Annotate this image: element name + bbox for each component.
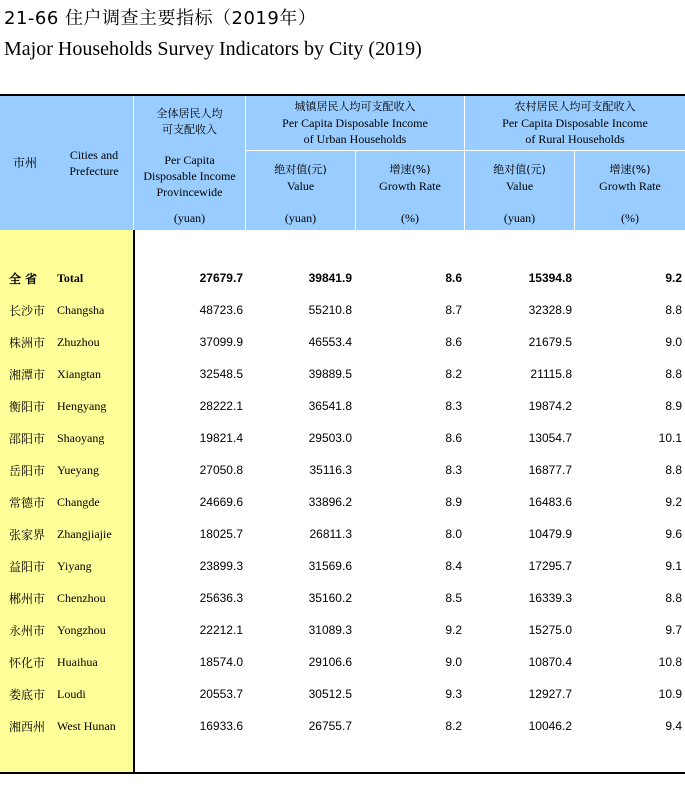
header-col1-en-1: Per Capita — [164, 153, 215, 167]
city-name-cn: 株洲市 — [9, 336, 46, 350]
urban-growth-cell: 9.0 — [445, 655, 462, 669]
rural-growth-cell: 9.6 — [665, 527, 682, 541]
header-urban-value-cn: 绝对值(元) — [274, 163, 327, 176]
urban-value-cell: 55210.8 — [308, 303, 352, 317]
city-name-cn: 常德市 — [9, 496, 46, 510]
rural-growth-cell: 8.8 — [665, 367, 682, 381]
header-urban-growth-unit: (%) — [401, 211, 419, 225]
rural-value-cell: 15394.8 — [528, 271, 572, 285]
table-row — [0, 422, 685, 454]
rural-growth-cell: 8.9 — [665, 399, 682, 413]
rural-growth-cell: 9.2 — [665, 271, 682, 285]
header-col1-cn-1: 全体居民人均 — [156, 107, 223, 120]
city-name-en: Total — [57, 271, 84, 285]
header-rural-cn: 农村居民人均可支配收入 — [514, 100, 636, 113]
all-income-cell: 23899.3 — [199, 559, 243, 573]
table-row — [0, 454, 685, 486]
urban-growth-cell: 8.0 — [445, 527, 462, 541]
rural-growth-cell: 9.1 — [665, 559, 682, 573]
urban-value-cell: 30512.5 — [308, 687, 352, 701]
city-name-en: Yiyang — [57, 559, 92, 573]
rural-value-cell: 16339.3 — [528, 591, 572, 605]
city-name-cn: 娄底市 — [9, 688, 46, 702]
all-income-cell: 18574.0 — [199, 655, 243, 669]
city-name-en: Shaoyang — [57, 431, 105, 445]
all-income-cell: 27050.8 — [199, 463, 243, 477]
table-row — [0, 550, 685, 582]
urban-value-cell: 39841.9 — [308, 271, 352, 285]
city-name-en: Zhuzhou — [57, 335, 100, 349]
all-income-cell: 19821.4 — [199, 431, 243, 445]
city-name-cn: 郴州市 — [9, 592, 46, 606]
city-name-en: Changde — [57, 495, 100, 509]
city-name-en: Xiangtan — [57, 367, 101, 381]
city-name-en: Yueyang — [57, 463, 99, 477]
urban-value-cell: 26811.3 — [309, 527, 352, 541]
urban-value-cell: 33896.2 — [308, 495, 352, 509]
rural-growth-cell: 9.0 — [665, 335, 682, 349]
header-divider — [245, 150, 685, 151]
urban-growth-cell: 8.9 — [445, 495, 462, 509]
urban-value-cell: 29106.6 — [308, 655, 352, 669]
header-urban-value-en: Value — [286, 179, 315, 193]
header-col1-unit: (yuan) — [173, 211, 206, 225]
table-header — [0, 96, 685, 230]
header-rural-en-2: of Rural Households — [525, 132, 625, 146]
rural-value-cell: 12927.7 — [528, 687, 572, 701]
table-row — [0, 390, 685, 422]
urban-growth-cell: 8.6 — [445, 271, 462, 285]
urban-growth-cell: 9.3 — [445, 687, 462, 701]
header-city-cn: 市州 — [12, 156, 37, 170]
city-name-cn: 益阳市 — [9, 560, 46, 574]
urban-value-cell: 39889.5 — [308, 367, 352, 381]
city-name-cn: 怀化市 — [9, 656, 46, 670]
urban-growth-cell: 8.3 — [445, 399, 462, 413]
table-row — [0, 646, 685, 678]
rural-growth-cell: 10.8 — [658, 655, 682, 669]
header-rural-growth-cn: 增速(%) — [609, 163, 651, 176]
urban-value-cell: 46553.4 — [308, 335, 352, 349]
rural-value-cell: 10479.9 — [528, 527, 572, 541]
all-income-cell: 16933.6 — [199, 719, 243, 733]
urban-growth-cell: 8.5 — [445, 591, 462, 605]
city-name-cn: 湘潭市 — [9, 368, 46, 382]
urban-growth-cell: 8.2 — [445, 367, 462, 381]
all-income-cell: 32548.5 — [199, 367, 243, 381]
all-income-cell: 27679.7 — [199, 271, 243, 285]
urban-growth-cell: 8.7 — [445, 303, 462, 317]
rural-value-cell: 13054.7 — [528, 431, 572, 445]
all-income-cell: 18025.7 — [199, 527, 243, 541]
all-income-cell: 20553.7 — [199, 687, 243, 701]
all-income-cell: 22212.1 — [199, 623, 243, 637]
urban-growth-cell: 8.2 — [445, 719, 462, 733]
city-name-cn: 湘西州 — [9, 720, 46, 734]
header-urban-cn: 城镇居民人均可支配收入 — [294, 100, 416, 113]
rural-growth-cell: 9.7 — [665, 623, 682, 637]
rural-growth-cell: 8.8 — [665, 591, 682, 605]
city-name-en: Huaihua — [57, 655, 98, 669]
city-name-cn: 永州市 — [9, 624, 46, 638]
rural-growth-cell: 9.4 — [665, 719, 682, 733]
header-urban-growth-cn: 增速(%) — [389, 163, 431, 176]
rural-value-cell: 10870.4 — [528, 655, 572, 669]
all-income-cell: 25636.3 — [199, 591, 243, 605]
city-name-en: Yongzhou — [57, 623, 106, 637]
city-name-en: Loudi — [57, 687, 86, 701]
urban-growth-cell: 8.3 — [445, 463, 462, 477]
header-rural-value-cn: 绝对值(元) — [493, 163, 546, 176]
rural-value-cell: 16483.6 — [528, 495, 572, 509]
table-row — [0, 518, 685, 550]
header-city-en-1: Cities and — [69, 148, 119, 162]
urban-value-cell: 29503.0 — [308, 431, 352, 445]
table-row — [0, 582, 685, 614]
urban-growth-cell: 8.6 — [445, 431, 462, 445]
urban-value-cell: 31569.6 — [308, 559, 352, 573]
rural-value-cell: 17295.7 — [528, 559, 572, 573]
city-name-en: West Hunan — [57, 719, 116, 733]
header-col1-en-3: Provincewide — [156, 185, 223, 199]
urban-value-cell: 35160.2 — [308, 591, 352, 605]
rural-value-cell: 10046.2 — [528, 719, 572, 733]
urban-growth-cell: 8.4 — [445, 559, 462, 573]
rural-value-cell: 15275.0 — [528, 623, 572, 637]
header-city-en-2: Prefecture — [69, 164, 119, 178]
header-rural-growth-unit: (%) — [621, 211, 639, 225]
header-rural-growth-en: Growth Rate — [599, 179, 661, 193]
city-name-cn: 全 省 — [9, 272, 38, 286]
header-urban-growth-en: Growth Rate — [379, 179, 441, 193]
rural-growth-cell: 10.9 — [658, 687, 682, 701]
city-name-cn: 邵阳市 — [9, 432, 46, 446]
table-row-total — [0, 262, 685, 294]
table-row — [0, 710, 685, 742]
urban-growth-cell: 9.2 — [445, 623, 462, 637]
rural-value-cell: 32328.9 — [528, 303, 572, 317]
urban-value-cell: 36541.8 — [308, 399, 352, 413]
rural-growth-cell: 8.8 — [665, 303, 682, 317]
page-title-english: Major Households Survey Indicators by City (2019) — [4, 38, 422, 60]
header-rural-value-unit: (yuan) — [503, 211, 536, 225]
urban-value-cell: 26755.7 — [308, 719, 352, 733]
page-title-chinese: 21-66 住户调查主要指标（2019年） — [4, 8, 317, 29]
rural-value-cell: 21679.5 — [528, 335, 572, 349]
city-name-cn: 长沙市 — [9, 304, 46, 318]
all-income-cell: 24669.6 — [199, 495, 243, 509]
rural-growth-cell: 8.8 — [665, 463, 682, 477]
rural-value-cell: 19874.2 — [528, 399, 572, 413]
all-income-cell: 28222.1 — [199, 399, 243, 413]
city-name-en: Zhangjiajie — [57, 527, 112, 541]
header-col1-en-2: Disposable Income — [143, 169, 236, 183]
all-income-cell: 37099.9 — [199, 335, 243, 349]
table-row — [0, 678, 685, 710]
city-name-en: Hengyang — [57, 399, 107, 413]
urban-value-cell: 35116.3 — [309, 463, 352, 477]
table-bottom-rule — [0, 772, 685, 774]
city-name-en: Chenzhou — [57, 591, 106, 605]
city-name-cn: 衡阳市 — [9, 400, 46, 414]
urban-growth-cell: 8.6 — [445, 335, 462, 349]
rural-growth-cell: 10.1 — [658, 431, 682, 445]
city-name-cn: 张家界 — [9, 528, 46, 542]
table-row — [0, 614, 685, 646]
table-row — [0, 326, 685, 358]
rural-value-cell: 21115.8 — [530, 367, 572, 381]
header-urban-en-2: of Urban Households — [303, 132, 407, 146]
rural-growth-cell: 9.2 — [665, 495, 682, 509]
header-rural-en-1: Per Capita Disposable Income — [502, 116, 648, 130]
table-row — [0, 358, 685, 390]
table-row — [0, 486, 685, 518]
header-col1-cn-2: 可支配收入 — [162, 123, 217, 136]
header-rural-value-en: Value — [505, 179, 534, 193]
header-urban-value-unit: (yuan) — [284, 211, 317, 225]
header-urban-en-1: Per Capita Disposable Income — [282, 116, 428, 130]
urban-value-cell: 31089.3 — [308, 623, 352, 637]
rural-value-cell: 16877.7 — [528, 463, 572, 477]
city-name-cn: 岳阳市 — [9, 464, 46, 478]
table-row — [0, 294, 685, 326]
all-income-cell: 48723.6 — [199, 303, 243, 317]
city-name-en: Changsha — [57, 303, 105, 317]
